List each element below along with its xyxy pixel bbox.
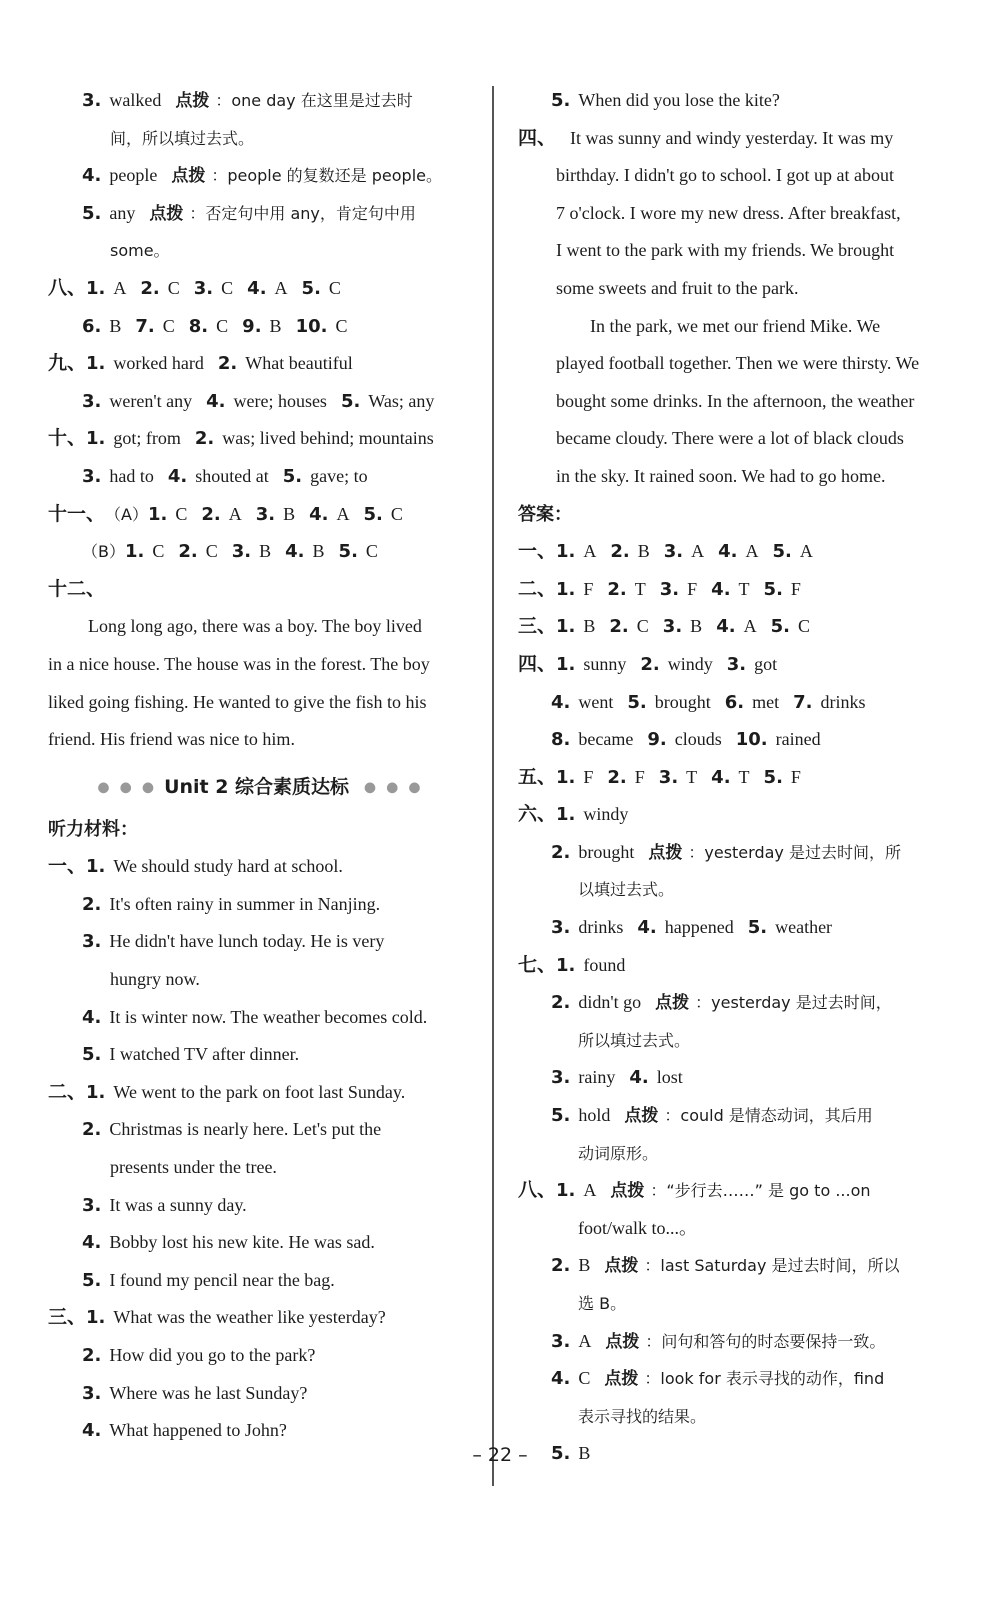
section-label: 十二、 [48,577,106,600]
right-column [518,82,958,1473]
paragraph-line: some sweets and fruit to the park. [556,277,799,298]
list-item-continuation: presents under the tree. [110,1157,277,1178]
list-item: 3. A 点拨 ：问句和答句的时态要保持一致。 [551,1330,886,1352]
list-item: 一、1. We should study hard at school. [48,855,343,878]
page-number: – 22 – [472,1444,528,1466]
list-item-continuation: 以填过去式。 [578,880,675,900]
answer-row: 一、1. A 2. B 3. A 4. A 5. A [518,540,813,563]
list-item: 5. When did you lose the kite? [551,90,780,111]
answer-row: 二、1. F 2. T 3. F 4. T 5. F [518,577,801,600]
answer-row: 三、1. B 2. C 3. B 4. A 5. C [518,615,810,638]
list-item-continuation: foot/walk to...。 [578,1217,697,1238]
paragraph-line: became cloudy. There were a lot of black clouds [556,428,904,449]
list-item: 2. It's often rainy in summer in Nanjing. [82,893,381,915]
list-item: 2. Christmas is nearly here. Let's put the [82,1119,382,1141]
list-item: 5. any 点拨 ：否定句中用 any，肯定句中用 [82,202,416,224]
paragraph-line: played football together. Then we were thirsty. We [556,353,920,374]
answer-row: 十一、（A）1. C 2. A 3. B 4. A 5. C [48,502,403,525]
list-item-continuation: some。 [110,241,170,261]
paragraph-line: bought some drinks. In the afternoon, the weather [556,390,915,411]
answer-row: 8. became 9. clouds 10. rained [551,729,821,751]
paragraph-line: 四、 It was sunny and windy yesterday. It was my [518,126,894,149]
paragraph-line: liked going fishing. He wanted to give the fish to his [48,691,427,712]
answer-row: 八、1. A 2. C 3. C 4. A 5. C [48,276,341,299]
list-item-continuation: 所以填过去式。 [578,1030,691,1050]
list-item: 3. walked 点拨 ：one day 在这里是过去时 [82,90,413,111]
list-item: 3. Where was he last Sunday? [82,1382,308,1404]
list-item: 八、1. A 点拨 ：“步行去……” 是 go to ...on [518,1179,871,1202]
paragraph-line: in a nice house. The house was in the forest. The boy [48,653,430,674]
list-item-continuation: hungry now. [110,969,200,990]
paragraph-line: in the sky. It rained soon. We had to go home. [556,465,886,486]
list-item: 4. Bobby lost his new kite. He was sad. [82,1232,375,1254]
left-column [48,82,480,1450]
list-item-continuation: 表示寻找的结果。 [578,1406,707,1426]
unit-title: ●●●Unit 2 综合素质达标 ●●● [97,775,431,798]
list-item: 5. hold 点拨 ：could 是情态动词，其后用 [551,1105,873,1127]
answer-row: （B）1. C 2. C 3. B 4. B 5. C [82,541,378,563]
paragraph-line: I went to the park with my friends. We brought [556,240,895,261]
answer-row: 3. weren't any 4. were; houses 5. Was; any [82,390,435,412]
answer-row: 九、1. worked hard 2. What beautiful [48,352,353,375]
answers-heading: 答案： [518,503,572,525]
paragraph-line: birthday. I didn't go to school. I got up at about [556,165,895,186]
list-item: 2. didn't go 点拨 ：yesterday 是过去时间， [551,992,892,1014]
paragraph-line: In the park, we met our friend Mike. We [590,315,881,336]
answer-row: 五、1. F 2. F 3. T 4. T 5. F [518,765,801,788]
list-item: 二、1. We went to the park on foot last Sunday. [48,1080,406,1103]
list-item: 4. It is winter now. The weather becomes cold. [82,1006,428,1028]
column-divider [492,86,494,1486]
list-item: 4. people 点拨 ：people 的复数还是 people。 [82,165,443,187]
list-item: 三、1. What was the weather like yesterday? [48,1306,386,1329]
answer-row: 六、1. windy [518,803,629,826]
answer-row: 四、1. sunny 2. windy 3. got [518,652,778,675]
list-item: 2. How did you go to the park? [82,1345,316,1366]
list-item: 5. I watched TV after dinner. [82,1044,300,1066]
list-item: 5. B [551,1443,591,1465]
decorative-dots: ●●● [97,779,165,796]
list-item: 3. It was a sunny day. [82,1194,247,1216]
answer-row: 3. drinks 4. happened 5. weather [551,917,833,939]
list-item: 4. What happened to John? [82,1420,287,1442]
list-item: 4. C 点拨 ：look for 表示寻找的动作，find [551,1368,885,1390]
paragraph-line: 7 o'clock. I wore my new dress. After breakfast, [556,202,901,223]
answer-row: 七、1. found [518,953,626,976]
answer-row: 4. went 5. brought 6. met 7. drinks [551,691,866,713]
list-item-continuation: 选 B。 [578,1294,627,1313]
paragraph-line: friend. His friend was nice to him. [48,729,295,750]
answer-row: 3. had to 4. shouted at 5. gave; to [82,465,368,487]
answer-row: 6. B 7. C 8. C 9. B 10. C [82,315,348,337]
answer-row: 十、1. got; from 2. was; lived behind; mountains [48,427,434,450]
list-item-continuation: 间，所以填过去式。 [110,128,255,148]
list-item-continuation: 动词原形。 [578,1143,659,1163]
list-item: 3. He didn't have lunch today. He is very [82,931,385,953]
answer-row: 3. rainy 4. lost [551,1067,683,1089]
decorative-dots: ●●● [349,779,431,796]
listening-heading: 听力材料： [48,818,138,840]
list-item: 2. B 点拨 ：last Saturday 是过去时间，所以 [551,1255,900,1277]
list-item: 5. I found my pencil near the bag. [82,1269,335,1291]
paragraph-line: Long long ago, there was a boy. The boy lived [88,616,422,637]
list-item: 2. brought 点拨 ：yesterday 是过去时间，所 [551,841,901,863]
